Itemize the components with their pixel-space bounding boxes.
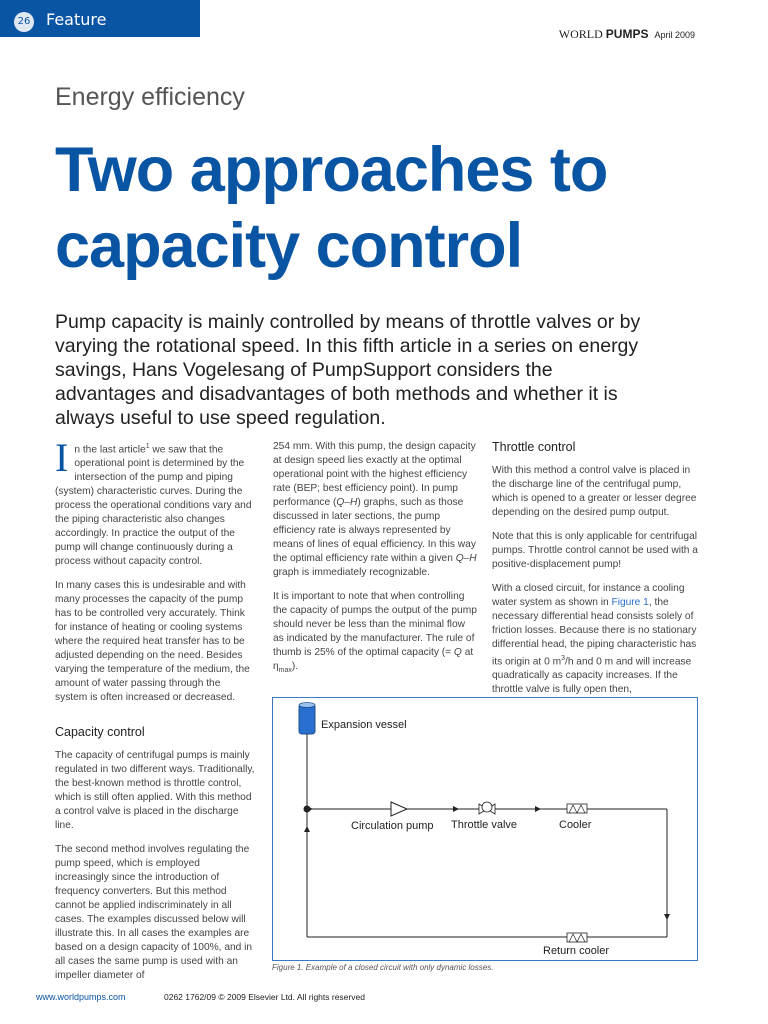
paragraph: With this method a control valve is placed in the discharge line of the centrifugal pump, which is opened to a greater or lesser degree depending on the desired pump output. — [492, 465, 697, 518]
text-run: ) graphs, such as those discussed in later sections, the pump efficiency rate is always represented by means of lines of equal efficiency. In this way the optimal efficiency rate within a given — [273, 497, 476, 564]
column-2 — [273, 440, 478, 688]
header-bar — [0, 0, 200, 37]
footer-url[interactable]: www.worldpumps.com — [36, 992, 126, 1002]
text-run: graph is immediately recognizable. — [273, 567, 430, 578]
article-kicker: Energy efficiency — [55, 83, 245, 111]
text-run: /h and 0 m and will increase quadratically as capacity increases. If the throttle valve is fully open then, — [492, 656, 692, 696]
text-run: , the necessary differential head consists solely of friction losses. Because there is no stationary differential head, the piping characteristic has its origin at 0 m — [492, 597, 697, 668]
text-run: 254 mm. With this pump, the design capacity at design speed lies exactly at the optimal operational point with the highest efficiency rate (BEP; best efficiency point). In pump performance ( — [273, 441, 476, 508]
paragraph — [492, 582, 700, 697]
page-number-badge: 26 — [14, 12, 34, 32]
column-1 — [55, 435, 255, 993]
paragraph — [273, 590, 478, 678]
paragraph: The capacity of centrifugal pumps is mainly regulated in two different ways. Traditionally, the best-known method is throttle control, which is still often applied. With this method a control valve is placed in the discharge line. — [55, 750, 255, 832]
column-3 — [492, 440, 700, 707]
text-run: Q–H — [455, 553, 477, 564]
magazine-masthead — [559, 27, 695, 42]
paragraph — [273, 440, 478, 580]
text-run: we saw that the operational point is determined by the intersection of the pump and piping (system) characteristic curves. During the process the operational conditions vary and the piping characteristic also changes accordingly. In practice the output of the pump will change continuously during a process without capacity control. — [55, 444, 252, 568]
text-run: Q — [453, 647, 462, 658]
label-throttle-valve: Throttle valve — [451, 819, 518, 831]
article-title: Two approaches to capacity control — [55, 135, 608, 281]
paragraph: Note that this is only applicable for centrifugal pumps. Throttle control cannot be used with a positive-displacement pump! — [492, 531, 698, 570]
figure-1-diagram — [272, 697, 698, 961]
throttle-valve-icon — [479, 802, 495, 814]
masthead-prefix: WORLD — [558, 27, 603, 41]
superscript: 3 — [561, 655, 565, 662]
paragraph: In many cases this is undesirable and with many processes the capacity of the pump has to be controlled very accurately. Think for instance of heating or cooling systems where the required heat transfer has to be adjusted depending on the need. Besides varying the temperature of the medium, the amount of water passing through the system is often increased or decreased. — [55, 580, 250, 704]
label-cooler: Cooler — [559, 819, 592, 831]
circuit-diagram — [273, 698, 697, 960]
dropcap: I — [55, 435, 69, 480]
text-run: With a closed circuit, for instance a cooling water system as shown in — [492, 583, 685, 608]
text-run: It is important to note that when controlling the capacity of pumps the output of the pump should never be less than the minimal flow as indicated by the manufacturer. The rule of thumb is 25% of the optimal capacity (= — [273, 591, 477, 658]
text-run: Q–H — [336, 497, 358, 508]
paragraph: The second method involves regulating the pump speed, which is employed increasingly since the introduction of frequency converters. But this method cannot be applied indiscriminately in all cases. The examples discussed below will illustrate this. In all cases the examples are based on a design capacity of 100%, and in all cases the same pump is used with an impeller diameter of — [55, 844, 253, 982]
figure-caption: Figure 1. Example of a closed circuit with only dynamic losses. — [272, 963, 494, 972]
footnote-ref: 1 — [145, 443, 150, 450]
subheading-throttle-control: Throttle control — [492, 440, 576, 454]
label-expansion-vessel: Expansion vessel — [321, 719, 407, 731]
masthead-brand: PUMPS — [605, 27, 649, 41]
subscript: max — [278, 667, 292, 675]
pump-icon — [391, 802, 407, 816]
paragraph — [55, 435, 255, 569]
label-circulation-pump: Circulation pump — [351, 820, 434, 832]
junction-dot — [304, 806, 311, 813]
section-label: Feature — [46, 10, 107, 29]
issue-date: April 2009 — [654, 30, 695, 40]
text-run: at η — [273, 647, 474, 672]
return-cooler-icon — [567, 933, 587, 942]
expansion-vessel-icon — [299, 703, 315, 810]
cooler-icon — [567, 804, 587, 813]
subheading-capacity-control: Capacity control — [55, 725, 145, 740]
text-run: ). — [291, 661, 299, 672]
figure-link[interactable]: Figure 1 — [611, 597, 649, 608]
article-lede: Pump capacity is mainly controlled by means of throttle valves or by varying the rotational speed. In this fifth article in a series on energy savings, Hans Vogelesang of PumpSupport considers the advantages and disadvantages of both methods and whether it is always useful to use speed regulation. — [55, 311, 641, 429]
footer-copyright: 0262 1762/09 © 2009 Elsevier Ltd. All rights reserved — [164, 992, 365, 1002]
label-return-cooler: Return cooler — [543, 945, 610, 957]
text-run: n the last article — [74, 444, 146, 456]
